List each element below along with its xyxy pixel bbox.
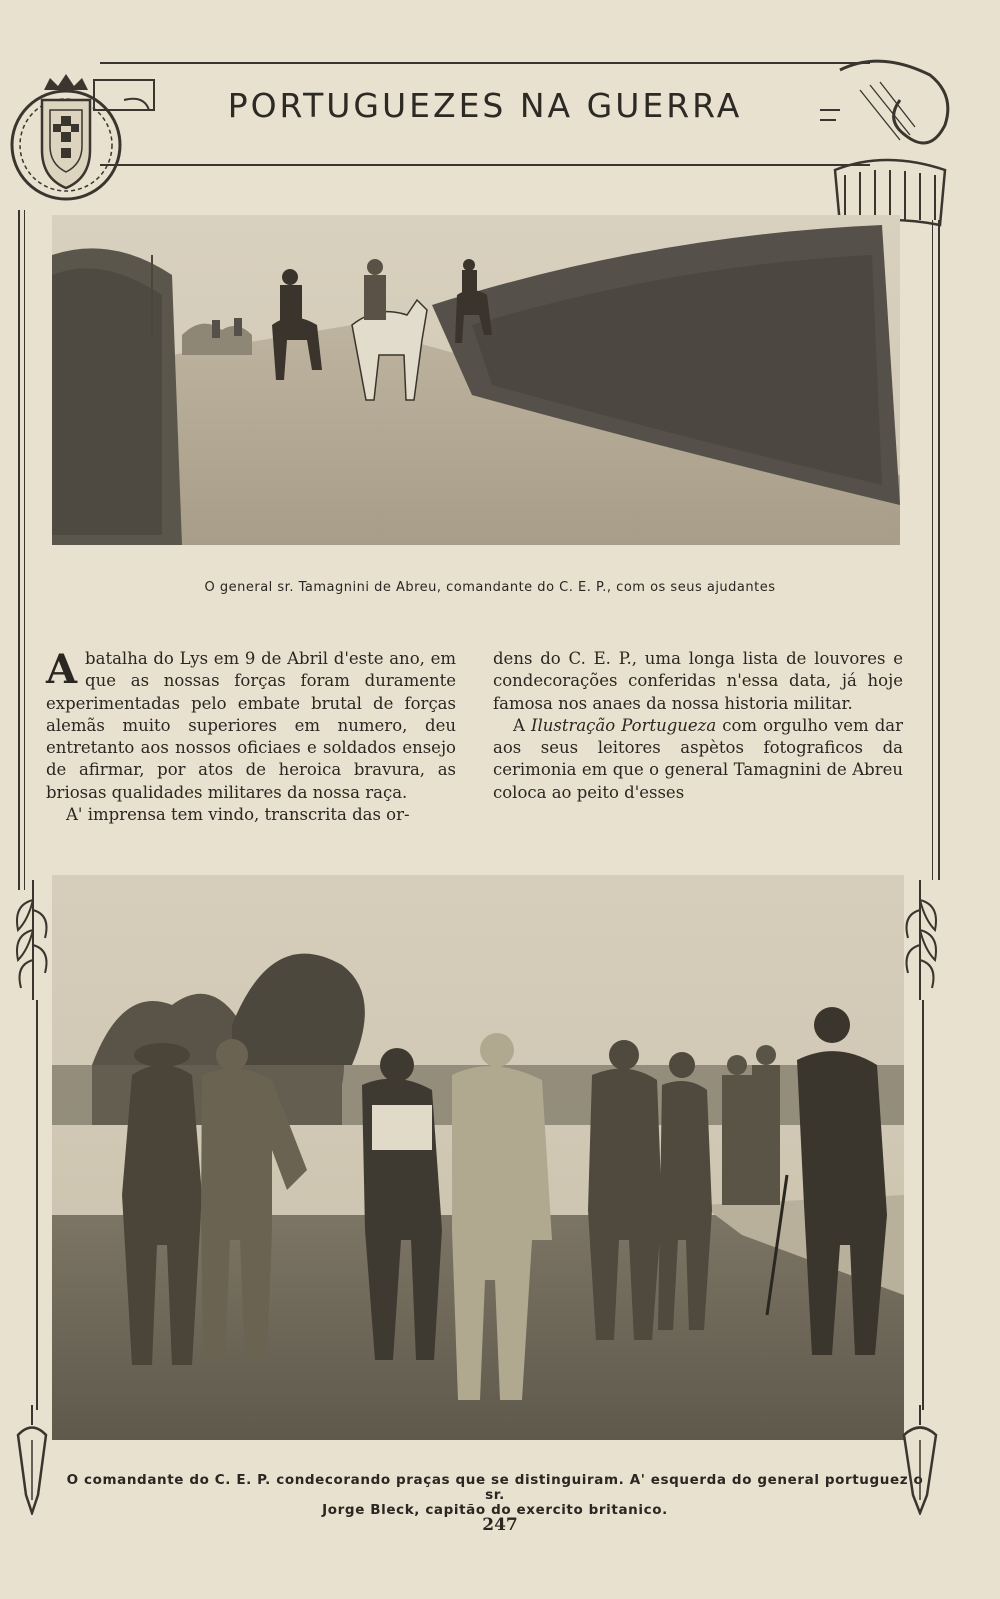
article-paragraph xyxy=(46,648,456,804)
frame-border-right xyxy=(938,220,940,880)
title-banner xyxy=(100,62,870,166)
spear-ornament-icon xyxy=(12,1405,52,1515)
photo-general-on-horseback xyxy=(52,215,900,545)
article-paragraph xyxy=(493,715,903,804)
page-title: PORTUGUEZES NA GUERRA xyxy=(227,86,743,125)
frame-border-left-lower xyxy=(36,1000,38,1410)
spear-ornament-icon xyxy=(898,1405,942,1515)
article-column-1 xyxy=(46,648,456,826)
photo-decoration-ceremony xyxy=(52,875,904,1440)
frame-border-right-lower xyxy=(922,1000,924,1410)
article-column-2 xyxy=(493,648,903,804)
paragraph-text: batalha do Lys em 9 de Abril d'este ano, em que as nossas forças foram duramente experimentadas pelo embate brutal de forças alemãs muito superiores em numero, deu entretanto aos nossos oficiaes e soldados ensejo de afirmar, por atos de heroica bravura, as briosas qualidades militares da nossa raça. xyxy=(46,649,456,802)
frame-border-right-inner xyxy=(932,220,933,880)
article-paragraph: A' imprensa tem vindo, transcrita das or- xyxy=(66,805,410,825)
frame-border-left-inner xyxy=(24,210,25,890)
coat-of-arms-icon xyxy=(4,60,164,220)
magazine-name: Ilustração Portugueza xyxy=(530,715,717,735)
paragraph-text: com orgulho vem dar aos seus leitores aspètos fotograficos da cerimonia em que o general Tamagnini de Abreu coloca ao peito d'esses xyxy=(493,715,903,802)
leaf-ornament-icon xyxy=(8,880,58,1000)
scroll-ornament-icon xyxy=(820,50,960,235)
paragraph-text: A xyxy=(513,715,531,735)
page-number: 247 xyxy=(482,1515,518,1535)
top-photo-caption: O general sr. Tamagnini de Abreu, comandante do C. E. P., com os seus ajudantes xyxy=(204,580,776,595)
frame-border-left xyxy=(18,210,20,890)
caption-line: Jorge Bleck, capitão do exercito britanico. xyxy=(322,1502,668,1518)
caption-line: O comandante do C. E. P. condecorando praças que se distinguiram. A' esquerda do general portuguez o sr. xyxy=(66,1472,924,1503)
drop-cap: A xyxy=(46,646,78,693)
article-paragraph: dens do C. E. P., uma longa lista de louvores e condecorações conferidas n'essa data, já hoje famosa nos anaes da nossa historia militar. xyxy=(493,649,903,713)
bottom-photo-caption xyxy=(55,1473,935,1518)
